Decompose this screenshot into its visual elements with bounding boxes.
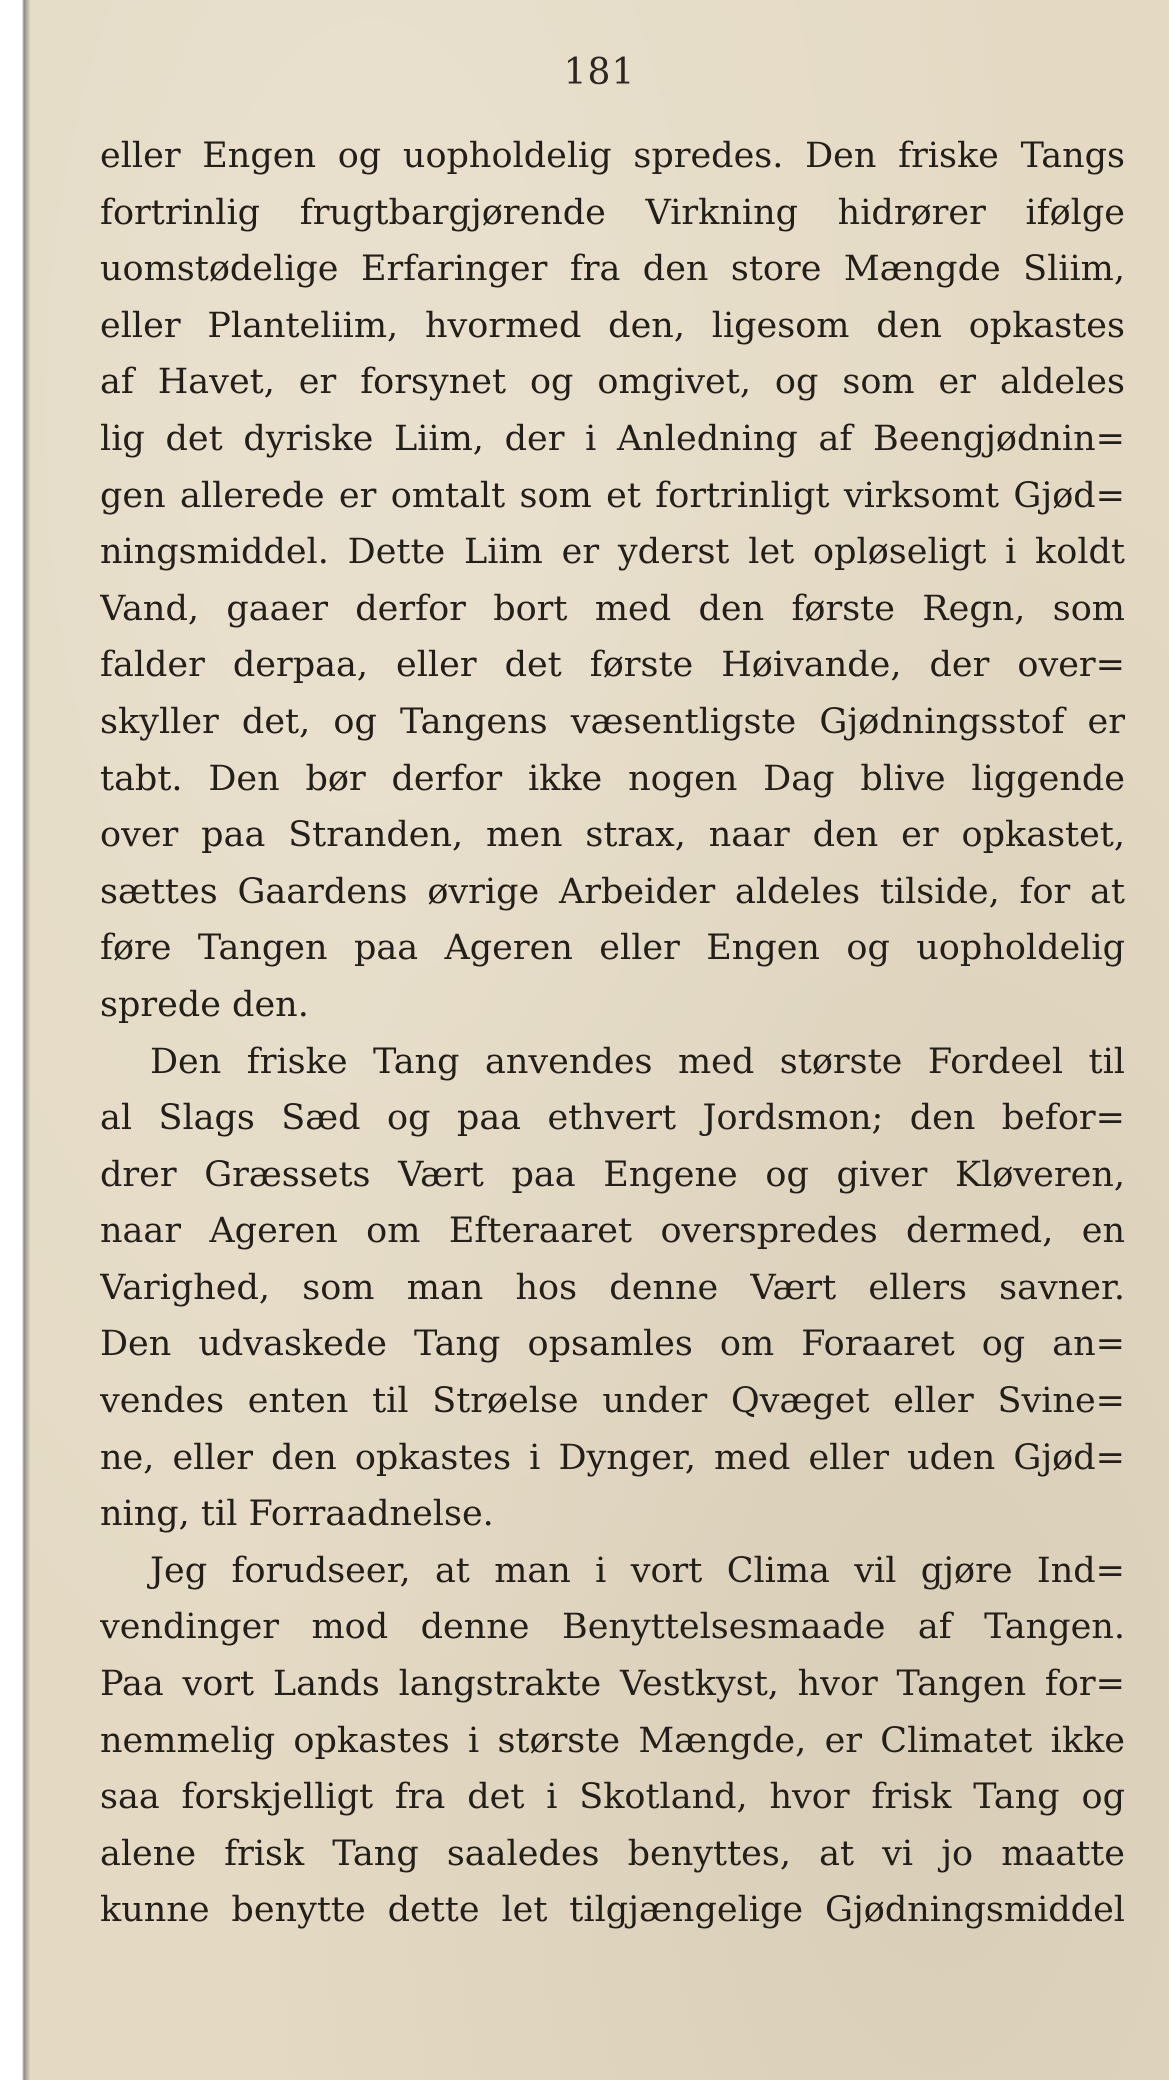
text-line: naar Ageren om Efteraaret overspredes dermed, en (100, 1211, 1125, 1252)
text-line: sprede den. (100, 984, 309, 1025)
text-line: fortrinlig frugtbargjørende Virkning hidrører ifølge (100, 192, 1125, 233)
text-line: sættes Gaardens øvrige Arbeider aldeles tilside, for at (100, 871, 1125, 912)
page-number: 181 (563, 52, 636, 93)
text-line: drer Græssets Vært paa Engene og giver Kløveren, (100, 1154, 1125, 1195)
text-line: Vand, gaaer derfor bort med den første Regn, som (100, 588, 1125, 629)
text-line: vendes enten til Strøelse under Qvæget eller Svine= (100, 1381, 1125, 1422)
text-line: eller Planteliim, hvormed den, ligesom den opkastes (100, 305, 1125, 346)
text-line: ningsmiddel. Dette Liim er yderst let opløseligt i koldt (100, 532, 1125, 573)
text-line: af Havet, er forsynet og omgivet, og som er aldeles (100, 362, 1125, 403)
text-line: Den udvaskede Tang opsamles om Foraaret og an= (100, 1324, 1125, 1365)
text-line: tabt. Den bør derfor ikke nogen Dag blive liggende (100, 758, 1125, 799)
text-line: eller Engen og uopholdelig spredes. Den friske Tangs (100, 136, 1125, 176)
text-line: saa forskjelligt fra det i Skotland, hvor frisk Tang og (100, 1777, 1125, 1818)
page-text (100, 128, 1125, 1939)
text-line: Varighed, som man hos denne Vært ellers savner. (100, 1267, 1125, 1308)
text-line: føre Tangen paa Ageren eller Engen og uopholdelig (100, 928, 1125, 969)
text-line: al Slags Sæd og paa ethvert Jordsmon; den befor= (100, 1098, 1125, 1139)
text-line: lig det dyriske Liim, der i Anledning af Beengjødnin= (100, 418, 1125, 459)
text-line: Jeg forudseer, at man i vort Clima vil gjøre Ind= (150, 1550, 1125, 1591)
scan-edge (0, 0, 30, 2080)
text-line: falder derpaa, eller det første Høivande, der over= (100, 645, 1125, 686)
text-line: ning, til Forraadnelse. (100, 1494, 494, 1535)
text-line: Den friske Tang anvendes med største Fordeel til (150, 1041, 1125, 1082)
text-line: vendinger mod denne Benyttelsesmaade af Tangen. (100, 1607, 1125, 1648)
text-line: alene frisk Tang saaledes benyttes, at vi jo maatte (100, 1833, 1125, 1874)
text-line: gen allerede er omtalt som et fortrinligt virksomt Gjød= (100, 475, 1125, 516)
text-line: skyller det, og Tangens væsentligste Gjødningsstof er (100, 701, 1125, 742)
text-line: over paa Stranden, men strax, naar den er opkastet, (100, 815, 1125, 856)
text-line: nemmelig opkastes i største Mængde, er Climatet ikke (100, 1720, 1125, 1761)
text-line: uomstødelige Erfaringer fra den store Mængde Sliim, (100, 249, 1125, 290)
text-line: ne, eller den opkastes i Dynger, med eller uden Gjød= (100, 1437, 1125, 1478)
text-line: Paa vort Lands langstrakte Vestkyst, hvor Tangen for= (100, 1664, 1125, 1705)
text-line: kunne benytte dette let tilgjængelige Gjødningsmiddel (100, 1890, 1125, 1931)
book-page (30, 0, 1169, 2080)
